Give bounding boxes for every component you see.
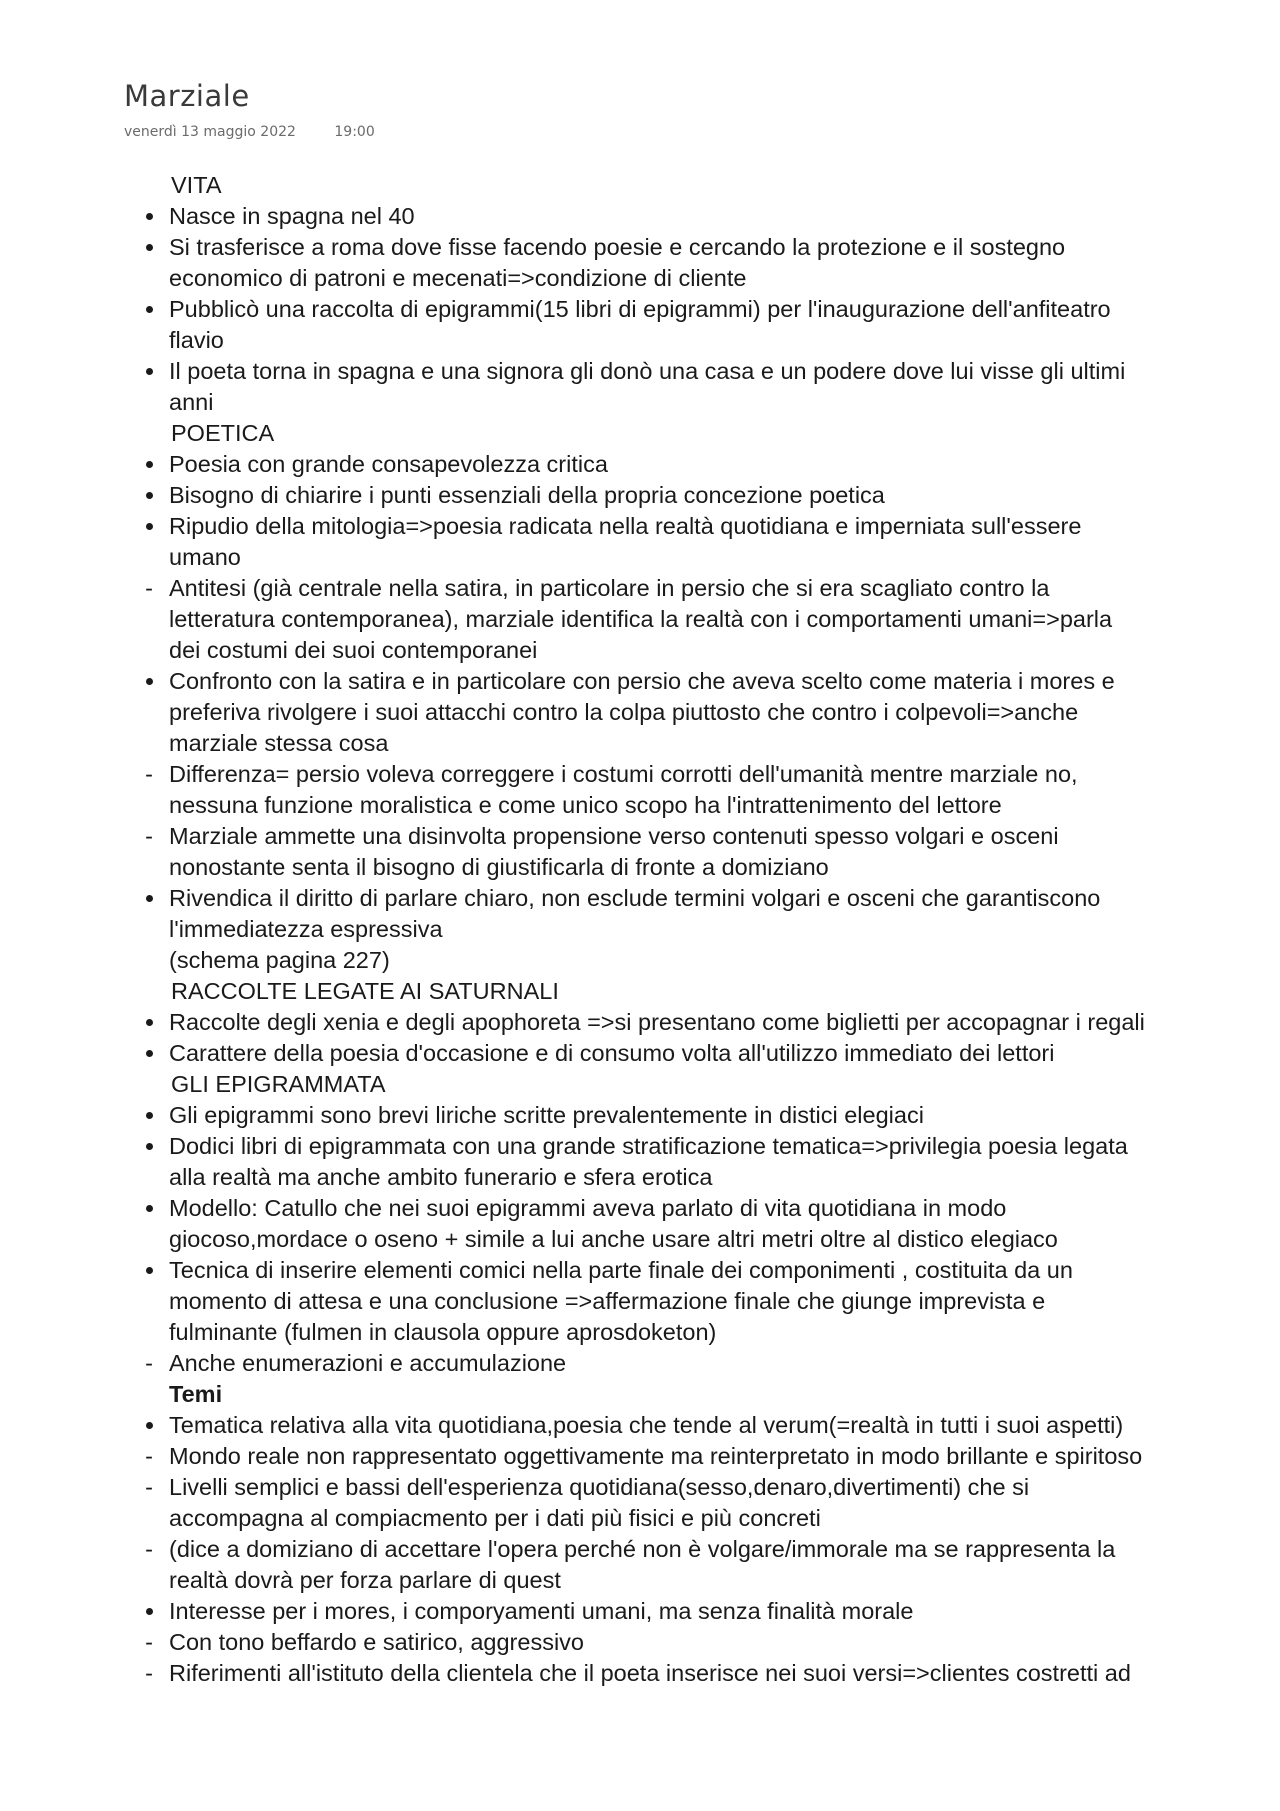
dash-item	[138, 1441, 1270, 1472]
dash-item	[138, 1658, 1270, 1689]
dash-marker	[138, 573, 160, 604]
line-text: Rivendica il diritto di parlare chiaro, non esclude termini volgari e osceni che garantiscono	[169, 885, 1101, 911]
section-heading	[138, 976, 1270, 1007]
list-item	[138, 356, 1270, 387]
dash-marker	[138, 759, 160, 790]
line-text: Ripudio della mitologia=>poesia radicata nella realtà quotidiana e imperniata sull'essere	[169, 513, 1082, 539]
line-text: Marziale ammette una disinvolta propensione verso contenuti spesso volgari e osceni	[169, 823, 1059, 849]
note-body	[138, 170, 1270, 1689]
line-text: Poesia con grande consapevolezza critica	[169, 451, 608, 477]
line-text: Bisogno di chiarire i punti essenziali della propria concezione poetica	[169, 482, 885, 508]
line-text: marziale stessa cosa	[169, 730, 389, 756]
list-item	[138, 511, 1270, 542]
bullet-marker	[138, 1255, 160, 1286]
bullet-marker	[138, 1007, 160, 1038]
line-text: flavio	[169, 327, 224, 353]
line-text: Livelli semplici e bassi dell'esperienza quotidiana(sesso,denaro,divertimenti) che si	[169, 1474, 1030, 1500]
line-text: Confronto con la satira e in particolare con persio che aveva scelto come materia i mores e	[169, 668, 1115, 694]
note-date: venerdì 13 maggio 2022	[124, 124, 296, 140]
continuation-line	[138, 635, 1270, 666]
continuation-line	[138, 790, 1270, 821]
dash-item	[138, 1627, 1270, 1658]
line-text: economico di patroni e mecenati=>condizione di cliente	[169, 265, 747, 291]
bullet-marker	[138, 201, 160, 232]
note-meta	[124, 124, 375, 140]
dash-marker	[138, 1348, 160, 1379]
line-text: alla realtà ma anche ambito funerario e sfera erotica	[169, 1164, 713, 1190]
bullet-marker	[138, 356, 160, 387]
line-text: (dice a domiziano di accettare l'opera perché non è volgare/immorale ma se rappresenta la	[169, 1536, 1116, 1562]
continuation-line	[138, 1224, 1270, 1255]
line-text: letteratura contemporanea), marziale identifica la realtà con i comportamenti umani=>parla	[169, 606, 1113, 632]
line-text: Anche enumerazioni e accumulazione	[169, 1350, 567, 1376]
line-text: momento di attesa e una conclusione =>affermazione finale che giunge imprevista e	[169, 1288, 1046, 1314]
line-text: Il poeta torna in spagna e una signora gli donò una casa e un podere dove lui visse gli ultimi	[169, 358, 1126, 384]
continuation-line	[138, 697, 1270, 728]
continuation-line	[138, 387, 1270, 418]
line-text: Differenza= persio voleva correggere i costumi corrotti dell'umanità mentre marziale no,	[169, 761, 1078, 787]
line-text: RACCOLTE LEGATE AI SATURNALI	[171, 978, 559, 1004]
line-text: accompagna al compiacmento per i dati più fisici e più concreti	[169, 1505, 821, 1531]
dash-item	[138, 573, 1270, 604]
list-item	[138, 1131, 1270, 1162]
continuation-line	[138, 852, 1270, 883]
continuation-line	[138, 914, 1270, 945]
line-text: preferiva rivolgere i suoi attacchi contro la colpa piuttosto che contro i colpevoli=>anche	[169, 699, 1079, 725]
line-text: Carattere della poesia d'occasione e di consumo volta all'utilizzo immediato dei lettori	[169, 1040, 1055, 1066]
continuation-line	[138, 1286, 1270, 1317]
bullet-marker	[138, 1131, 160, 1162]
list-item	[138, 883, 1270, 914]
line-text: (schema pagina 227)	[169, 947, 390, 973]
line-text: Gli epigrammi sono brevi liriche scritte prevalentemente in distici elegiaci	[169, 1102, 924, 1128]
note-header	[124, 78, 375, 140]
bullet-marker	[138, 232, 160, 263]
bullet-marker	[138, 666, 160, 697]
list-item	[138, 449, 1270, 480]
continuation-line	[138, 945, 1270, 976]
line-text: Dodici libri di epigrammata con una grande stratificazione tematica=>privilegia poesia legata	[169, 1133, 1128, 1159]
line-text: nonostante senta il bisogno di giustificarla di fronte a domiziano	[169, 854, 829, 880]
dash-item	[138, 1534, 1270, 1565]
line-text: Nasce in spagna nel 40	[169, 203, 415, 229]
dash-item	[138, 1472, 1270, 1503]
list-item	[138, 666, 1270, 697]
dash-item	[138, 759, 1270, 790]
list-item	[138, 1410, 1270, 1441]
line-text: Con tono beffardo e satirico, aggressivo	[169, 1629, 584, 1655]
list-item	[138, 1038, 1270, 1069]
continuation-line	[138, 1565, 1270, 1596]
list-item	[138, 201, 1270, 232]
dash-marker	[138, 1441, 160, 1472]
bullet-marker	[138, 1596, 160, 1627]
bullet-marker	[138, 883, 160, 914]
dash-marker	[138, 1534, 160, 1565]
line-text: nessuna funzione moralistica e come unico scopo ha l'intrattenimento del lettore	[169, 792, 1002, 818]
line-text: Tematica relativa alla vita quotidiana,poesia che tende al verum(=realtà in tutti i suoi aspetti)	[169, 1412, 1124, 1438]
line-text: Temi	[169, 1381, 223, 1407]
dash-item	[138, 1348, 1270, 1379]
line-text: POETICA	[171, 420, 275, 446]
page-title: Marziale	[124, 79, 250, 113]
line-text: Interesse per i mores, i comporyamenti umani, ma senza finalità morale	[169, 1598, 914, 1624]
dash-item	[138, 821, 1270, 852]
line-text: giocoso,mordace o oseno + simile a lui anche usare altri metri oltre al distico elegiaco	[169, 1226, 1058, 1252]
line-text: Si trasferisce a roma dove fisse facendo poesie e cercando la protezione e il sostegno	[169, 234, 1066, 260]
line-text: l'immediatezza espressiva	[169, 916, 443, 942]
line-text: VITA	[171, 172, 222, 198]
bullet-marker	[138, 1038, 160, 1069]
section-heading	[138, 1069, 1270, 1100]
line-text: Pubblicò una raccolta di epigrammi(15 libri di epigrammi) per l'inaugurazione dell'anfiteatro	[169, 296, 1111, 322]
bullet-marker	[138, 480, 160, 511]
dash-marker	[138, 1472, 160, 1503]
dash-marker	[138, 1627, 160, 1658]
line-text: anni	[169, 389, 214, 415]
line-text: fulminante (fulmen in clausola oppure aprosdoketon)	[169, 1319, 717, 1345]
continuation-line	[138, 728, 1270, 759]
line-text: Riferimenti all'istituto della clientela che il poeta inserisce nei suoi versi=>clientes costretti ad	[169, 1660, 1131, 1686]
line-text: realtà dovrà per forza parlare di quest	[169, 1567, 561, 1593]
bullet-marker	[138, 511, 160, 542]
continuation-line	[138, 1503, 1270, 1534]
continuation-line	[138, 1317, 1270, 1348]
list-item	[138, 232, 1270, 263]
bullet-marker	[138, 294, 160, 325]
section-heading	[138, 418, 1270, 449]
continuation-line	[138, 263, 1270, 294]
note-time: 19:00	[334, 124, 375, 140]
line-text: Tecnica di inserire elementi comici nella parte finale dei componimenti , costituita da un	[169, 1257, 1073, 1283]
line-text: Antitesi (già centrale nella satira, in particolare in persio che si era scagliato contro la	[169, 575, 1050, 601]
dash-marker	[138, 1658, 160, 1689]
list-item	[138, 1100, 1270, 1131]
section-heading	[138, 1379, 1270, 1410]
list-item	[138, 1596, 1270, 1627]
bullet-marker	[138, 449, 160, 480]
list-item	[138, 1193, 1270, 1224]
line-text: umano	[169, 544, 241, 570]
list-item	[138, 480, 1270, 511]
bullet-marker	[138, 1100, 160, 1131]
continuation-line	[138, 604, 1270, 635]
line-text: Raccolte degli xenia e degli apophoreta =>si presentano come biglietti per accopagnar i regali	[169, 1009, 1145, 1035]
list-item	[138, 294, 1270, 325]
list-item	[138, 1255, 1270, 1286]
line-text: GLI EPIGRAMMATA	[171, 1071, 386, 1097]
bullet-marker	[138, 1193, 160, 1224]
continuation-line	[138, 542, 1270, 573]
line-text: dei costumi dei suoi contemporanei	[169, 637, 538, 663]
continuation-line	[138, 1162, 1270, 1193]
line-text: Mondo reale non rappresentato oggettivamente ma reinterpretato in modo brillante e spiritoso	[169, 1443, 1143, 1469]
line-text: Modello: Catullo che nei suoi epigrammi aveva parlato di vita quotidiana in modo	[169, 1195, 1007, 1221]
list-item	[138, 1007, 1270, 1038]
continuation-line	[138, 325, 1270, 356]
dash-marker	[138, 821, 160, 852]
section-heading	[138, 170, 1270, 201]
bullet-marker	[138, 1410, 160, 1441]
